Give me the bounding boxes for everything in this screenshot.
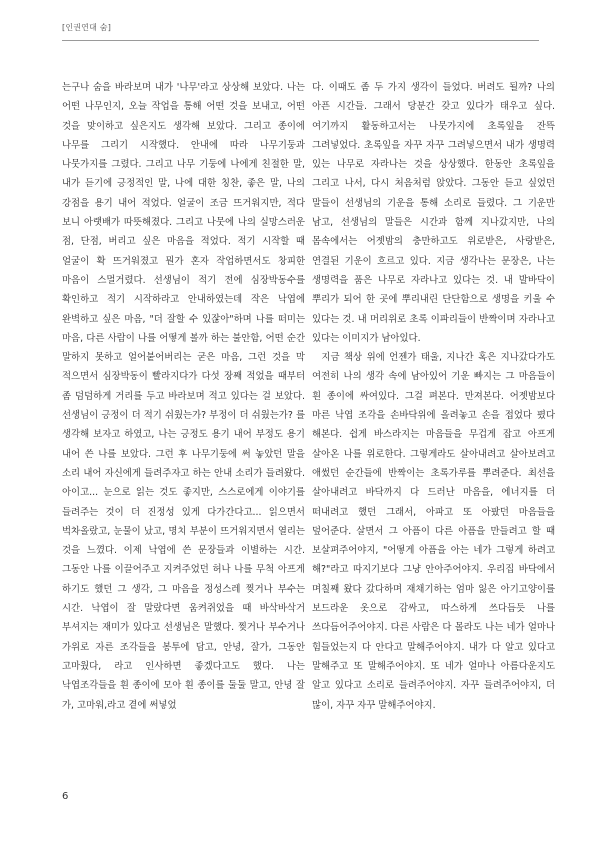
left-column <box>62 78 305 715</box>
body-paragraph: 지금 책상 위에 언젠가 태울, 지나간 혹은 지나갔다가도 여전히 나의 생각 속에 남아있어 기운 빠지는 그 마음들이 흰 종이에 싸여있다. 그걸 펴본다. 만져본다. 어젯밤보다 마른 낙엽 조각을 손바닥위에 올려놓고 손을 접었다 폈다 해본다. 쉽게 바스라지는 마음들을 무겁게 잡고 아프게 살아온 나를 위로한다. 그렇게라도 살아내려고 살아보려고 애썼던 순간들에 반짝이는 초록가루를 뿌려준다. 최선을 살아내려고 바닥까지 다 드러난 마음을, 에너지를 더 떠내려고 했던 그래서, 아파고 또 아팠던 마음들을 덮어준다. 살면서 그 아픔이 다른 아픔을 만들려고 할 때 보살펴주어야지, "어떻게 아픔을 아는 네가 그렇게 하려고 해?"라고 따지기보다 그냥 안아주어야지. 우리집 바닥에서 며칠째 왔다 갔다하며 재채기하는 엄마 잃은 아기고양이를 보드라운 옷으로 감싸고, 따스하게 쓰다듬듯 나를 쓰다듬어주어야지. 다른 사람은 다 몰라도 나는 네가 얼마나 힘들었는지 다 안다고 말해주어야지. 내가 다 알고 있다고 말해주고 또 말해주어야지. 또 네가 얼마나 아름다운지도 알고 있다고 소리로 들려주어야지. 자꾸 들려주어야지, 더 많이, 자꾸 자꾸 말해주어야지. <box>312 352 555 711</box>
body-paragraph: 는구나 숨을 바라보며 내가 '나무'라고 상상해 보았다. 나는 어떤 나무인지, 오늘 작업을 통해 어떤 것을 보내고, 어떤 것을 맞이하고 싶은지도 생각해 보았다. 그리고 종이에 나무를 그리기 시작했다. 안내에 따라 나무기둥과 나뭇가지를 그렸다. 그리고 나무 기둥에 나에게 친절한 말, 내가 듣기에 긍정적인 말, 나에 대한 칭찬, 좋은 말, 나의 강점을 용기 내어 적었다. 얼굴이 조금 뜨거워지만, 적다 보니 아랫배가 따뜻해졌다. 그리고 나뭇에 나의 실망스러운 점, 단점, 버리고 싶은 마음을 적었다. 적기 시작할 때 얼굴이 확 뜨거워졌고 뭔가 혼자 작업하면서도 창피한 마음이 스멀거렸다. 선생님이 적기 전에 심장박동수를 확인하고 적기 시작하라고 안내하였는데 작은 낙엽에 완벽하고 싶은 마음, "더 잘할 수 있잖아"하며 나를 떠미는 마음, 다른 사람이 나를 어떻게 볼까 하는 불안함, 어떤 순간 말하지 못하고 얼어붙어버리는 굳은 마음, 그런 것을 막 적으면서 심장박동이 빨라지다가 다섯 장째 적었을 때부터 좀 덤덤하게 거리를 두고 바라보며 적고 있다는 걸 보았다. 선생님이 긍정이 더 적기 쉬웠는가? 부정이 더 쉬웠는가? 를 생각해 보자고 하였고, 나는 긍정도 용기 내어 부정도 용기 내어 쓴 나를 보았다. 그런 후 나무기둥에 써 놓았던 말을 소리 내어 자신에게 들려주자고 하는 안내 소리가 들려왔다. 아이고... 눈으로 읽는 것도 좋지만, 스스로에게 이야기를 들려주는 것이 더 진정성 있게 다가간다고... 읽으면서 벅차올랐고, 눈물이 났고, 명치 부분이 뜨거워지면서 열리는 것을 느꼈다. 이제 낙엽에 쓴 문장들과 이별하는 시간. 그동안 나를 이끌어주고 지켜주었던 허나 나를 무척 아프게 하기도 했던 그 생각, 그 마음을 정성스레 찢거나 부수는 시간. 낙엽이 잘 말랐다면 움켜쥐었을 때 바삭바삭거 부셔지는 재미가 있다고 선생님은 말했다. 찢거나 부수거나 가위로 자른 조각들을 봉투에 담고, 안녕, 잘가, 그동안 고마웠다, 라고 인사하면 좋겠다고도 했다. 나는 낙엽조각들을 흰 종이에 모아 흰 종이를 둘둘 말고, 안녕 잘 가, 고마워,라고 곁에 써넣었 <box>62 82 305 711</box>
running-header: [인권연대 숨] <box>62 23 112 32</box>
right-column <box>312 78 555 715</box>
body-paragraph: 다. 이때도 좀 두 가지 생각이 들었다. 버려도 될까? 나의 아픈 시간들. 그래서 당분간 갖고 있다가 태우고 싶다. 여기까지 활동하고서는 나뭇가지에 초록잎을 잔뜩 그려넣었다. 초록잎을 자꾸 자꾸 그려넣으면서 내가 생명력 있는 나무로 자라나는 것을 상상했다. 한동안 초록잎을 그리고 나서, 다시 처음처럼 앉았다. 그동안 듣고 싶었던 말들이 선생님의 기운을 통해 소리로 들렸다. 그 기운만 남고, 선생님의 말들은 시간과 함께 지나갔지만, 나의 몸속에서는 어젯밤의 충만하고도 위로받은, 사랑받은, 연결된 기운이 흐르고 있다. 지금 생각나는 문장은, 나는 생명력을 품은 나무로 자라나고 있다는 것. 내 발바닥이 뿌리가 되어 한 곳에 뿌리내린 단단함으로 생명을 키울 수 있다는 것. 내 머리위로 초록 이파리들이 반짝이며 자라나고 있다는 이미지가 남아있다. <box>312 82 555 344</box>
header-divider <box>62 40 539 41</box>
page-number: 6 <box>62 791 69 802</box>
